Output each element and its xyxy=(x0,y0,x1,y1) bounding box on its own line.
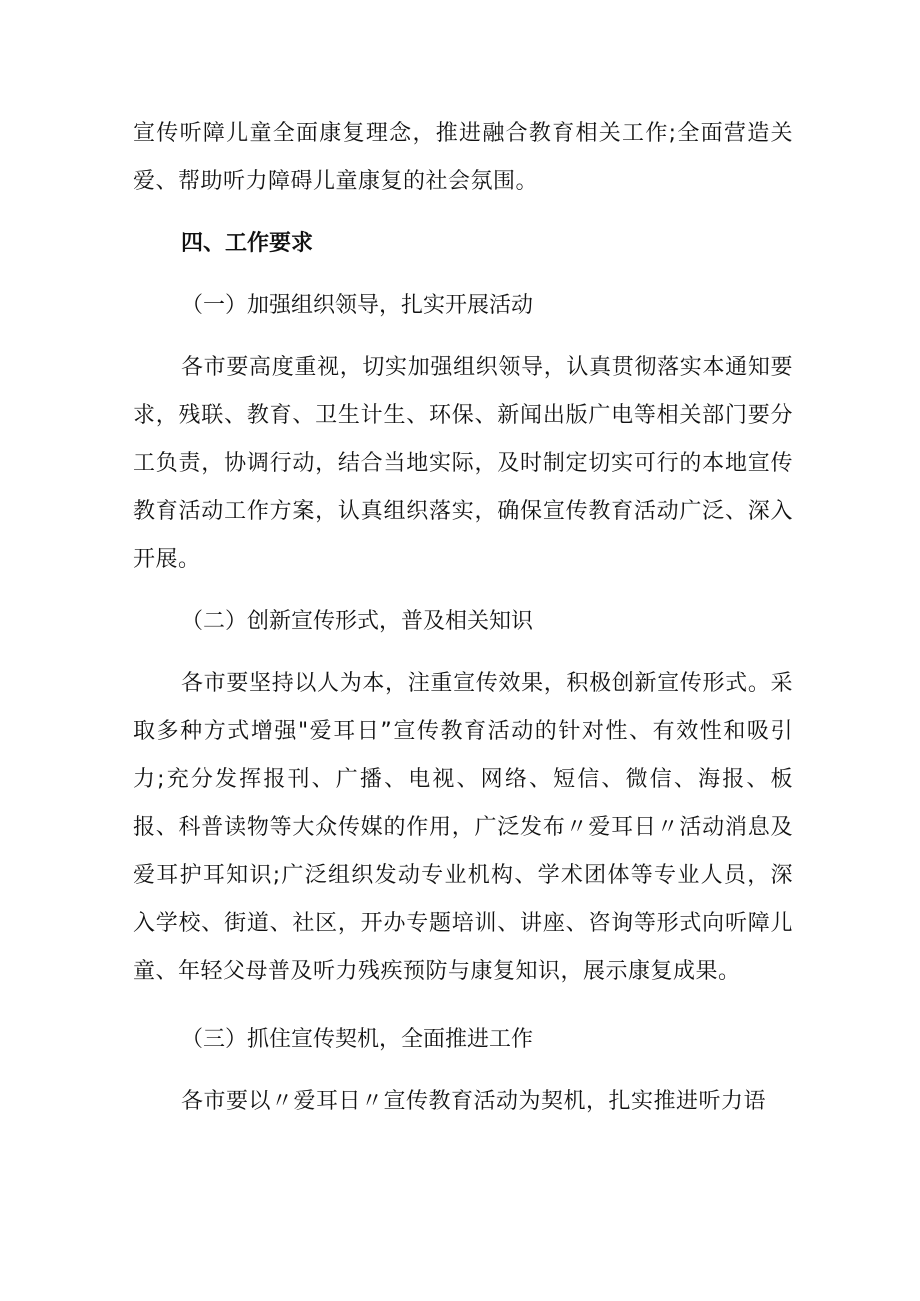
subsection-1-title-block xyxy=(133,282,793,330)
continued-paragraph: 宣传听障儿童全面康复理念，推进融合教育相关工作;全面营造关爱、帮助听力障碍儿童康复的社会氛围。 xyxy=(133,121,793,194)
subsection-title: （二）创新宣传形式，普及相关知识 xyxy=(181,609,534,634)
subsection-1-body-block xyxy=(133,344,793,584)
subsection-2-title-block xyxy=(133,598,793,646)
subsection-title: （三）抓住宣传契机，全面推进工作 xyxy=(181,1027,534,1052)
subsection-3-title-block xyxy=(133,1016,793,1064)
subsection-body: 各市要高度重视，切实加强组织领导，认真贯彻落实本通知要求，残联、教育、卫生计生、环保、新闻出版广电等相关部门要分工负责，协调行动，结合当地实际，及时制定切实可行的本地宣传教育活动工作方案，认真组织落实，确保宣传教育活动广泛、深入开展。 xyxy=(133,355,793,572)
section-heading-block xyxy=(133,220,793,268)
subsection-body: 各市要以〃爱耳日〃宣传教育活动为契机，扎实推进听力语 xyxy=(181,1089,767,1114)
subsection-title: （一）加强组织领导，扎实开展活动 xyxy=(181,293,534,318)
continued-paragraph-block xyxy=(133,110,793,206)
subsection-3-body-block xyxy=(133,1078,793,1126)
subsection-body: 各市要坚持以人为本，注重宣传效果，积极创新宣传形式。采取多种方式增强"爱耳日”宣传教育活动的针对性、有效性和吸引力;充分发挥报刊、广播、电视、网络、短信、微信、海报、板报、科普读物等大众传媒的作用，广泛发布〃爱耳日〃活动消息及爱耳护耳知识;广泛组织发动专业机构、学术团体等专业人员，深入学校、街道、社区，开办专题培训、讲座、咨询等形式向听障儿童、年轻父母普及听力残疾预防与康复知识，展示康复成果。 xyxy=(133,671,793,984)
subsection-2-body-block xyxy=(133,660,793,996)
section-heading: 四、工作要求 xyxy=(181,231,314,256)
